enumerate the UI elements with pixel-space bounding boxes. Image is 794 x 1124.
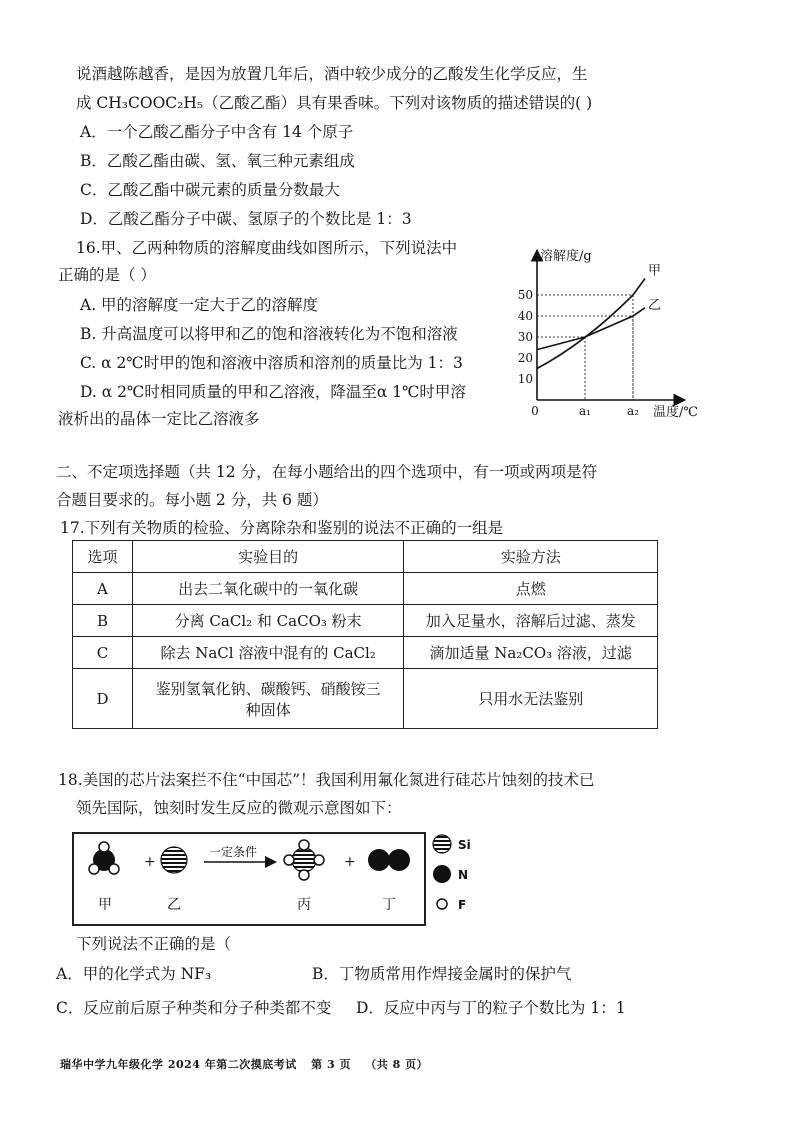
table-row [73,573,658,605]
reaction-condition: 一定条件 [209,845,258,859]
q18-option-a: A．甲的化学式为 NF₃ [56,965,212,983]
table-row [73,605,658,637]
q15-stem-line1: 说酒越陈越香，是因为放置几年后，酒中较少成分的乙酸发生化学反应，生 [76,65,588,83]
plus-sign-2: + [344,854,356,870]
section2-line2: 合题目要求的。每小题 2 分，共 6 题） [56,491,328,509]
q15-option-d: D．乙酸乙酯分子中碳、氢原子的个数比是 1：3 [80,210,412,228]
y-axis-label: 溶解度/g [540,249,592,264]
q16-stem-line1: 16.甲、乙两种物质的溶解度曲线如图所示，下列说法中 [76,239,458,257]
footer-total: （共 8 页） [365,1058,429,1071]
row-b-purpose: 分离 CaCl₂ 和 CaCO₃ 粉末 [132,605,404,637]
x-tick-label-0: 0 [531,404,539,418]
row-a-method: 点燃 [404,573,658,605]
solubility-chart [505,240,715,425]
row-a-option: A [73,573,133,605]
header-method: 实验方法 [404,541,658,573]
table-row [73,669,658,729]
q17-stem: 17.下列有关物质的检验、分离除杂和鉴别的说法不正确的一组是 [60,519,504,537]
row-d-purpose-line1: 鉴别氢氧化钠、碳酸钙、硝酸铵三 [155,679,381,698]
footer-school: 瑞华中学九年级化学 2024 年第二次摸底考试 [60,1058,297,1071]
q16-option-b: B. 升高温度可以将甲和乙的饱和溶液转化为不饱和溶液 [80,325,458,343]
header-option: 选项 [73,541,133,573]
x-tick-label-2: a₂ [627,404,639,418]
table-header-row [73,541,658,573]
row-b-option: B [73,605,133,637]
q16-option-d: D. α 2℃时相同质量的甲和乙溶液，降温至α 1℃时甲溶 [80,383,466,401]
series-line-0 [537,279,645,369]
legend-si: Si [458,838,471,852]
series-label-1: 乙 [648,297,662,313]
q16-option-c: C. α 2℃时甲的饱和溶液中溶质和溶剂的质量比为 1：3 [80,354,463,372]
section2-line1: 二、不定项选择题（共 12 分，在每小题给出的四个选项中，有一项或两项是符 [56,463,598,481]
q15-option-c: C．乙酸乙酯中碳元素的质量分数最大 [80,181,340,199]
q18-option-d: D．反应中丙与丁的粒子个数比为 1：1 [356,999,626,1017]
q18-stem-line2: 领先国际，蚀刻时发生反应的微观示意图如下： [76,799,402,817]
label-ding: 丁 [382,897,396,913]
q18-question: 下列说法不正确的是（ [76,935,232,953]
q16-option-a: A. 甲的溶解度一定大于乙的溶解度 [80,296,319,314]
label-bing: 丙 [297,897,311,913]
q18-stem-line1: 18.美国的芯片法案拦不住“中国芯”！我国利用氟化氮进行硅芯片蚀刻的技术已 [58,771,595,789]
y-tick-label-4: 50 [517,288,533,302]
q18-option-b: B．丁物质常用作焊接金属时的保护气 [312,965,572,983]
y-tick-label-3: 40 [517,309,533,323]
row-c-option: C [73,637,133,669]
molecule-jia [89,842,119,874]
header-purpose: 实验目的 [132,541,404,573]
atom-legend [430,832,490,922]
row-d-purpose-line2: 种固体 [245,700,291,719]
table-row [73,637,658,669]
plus-sign: + [144,854,156,870]
row-a-purpose: 出去二氧化碳中的一氧化碳 [132,573,404,605]
q17-table [72,540,658,729]
y-tick-label-2: 30 [517,330,533,344]
footer-page: 第 3 页 [311,1058,351,1071]
label-jia: 甲 [98,897,112,913]
row-d-option: D [73,669,133,729]
q15-option-b: B．乙酸乙酯由碳、氢、氧三种元素组成 [80,152,355,170]
series-line-1 [537,308,645,350]
molecule-yi [161,847,187,873]
q16-option-d-cont: 液析出的晶体一定比乙溶液多 [58,410,260,428]
reaction-diagram [72,832,426,926]
series-label-0: 甲 [648,263,662,279]
x-axis-label: 温度/℃ [653,405,698,420]
molecule-ding [368,849,410,871]
row-d-purpose [132,669,404,729]
row-d-method: 只用水无法鉴别 [404,669,658,729]
legend-f: F [458,898,467,912]
q18-option-c: C．反应前后原子种类和分子种类都不变 [56,999,332,1017]
label-yi: 乙 [167,897,181,913]
q15-option-a: A．一个乙酸乙酯分子中含有 14 个原子 [80,123,354,141]
x-tick-label-1: a₁ [579,404,591,418]
page-footer [60,1056,438,1072]
y-tick-label-0: 10 [517,372,533,386]
legend-n: N [458,868,469,882]
row-b-method: 加入足量水，溶解后过滤、蒸发 [404,605,658,637]
q15-stem-line2: 成 CH₃COOC₂H₅（乙酸乙酯）具有果香味。下列对该物质的描述错误的( ) [76,94,593,112]
row-c-method: 滴加适量 Na₂CO₃ 溶液，过滤 [404,637,658,669]
row-c-purpose: 除去 NaCl 溶液中混有的 CaCl₂ [132,637,404,669]
y-tick-label-1: 20 [517,351,533,365]
molecule-bing [284,840,324,880]
q16-stem-line2: 正确的是（ ） [58,266,156,284]
